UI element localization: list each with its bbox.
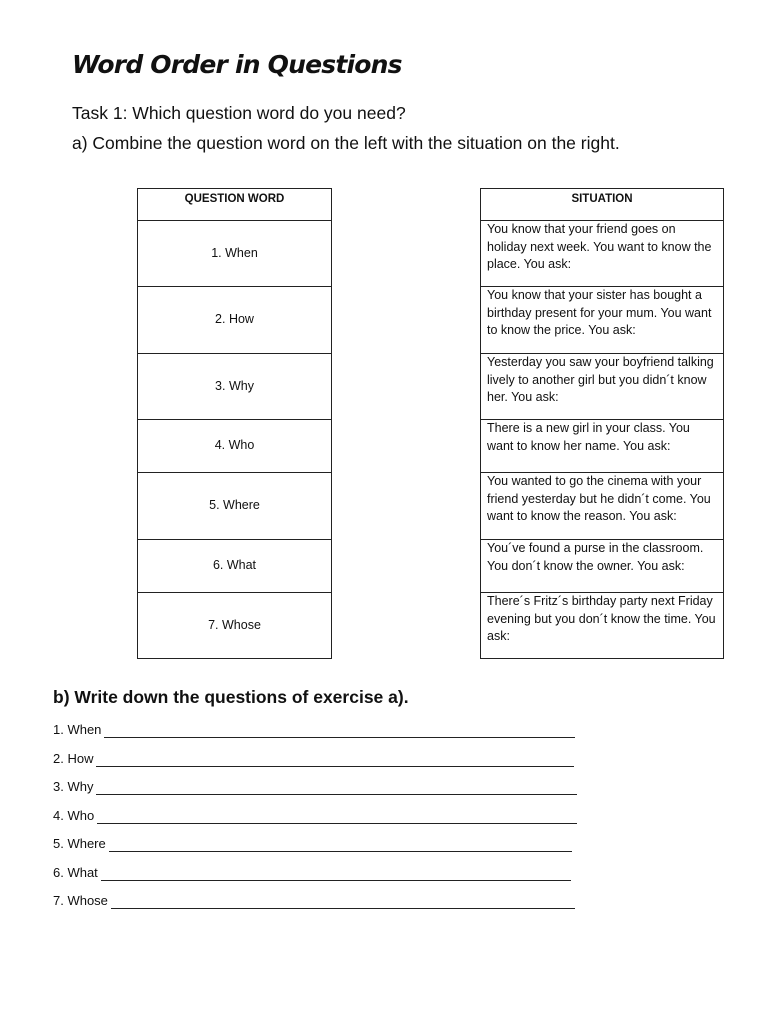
answer-blank[interactable] xyxy=(111,893,575,909)
part-b-heading: b) Write down the questions of exercise a). xyxy=(53,687,409,707)
question-word-cell: 1. When xyxy=(138,221,332,287)
answer-line-label: 6. What xyxy=(53,864,98,880)
task-1-heading: Task 1: Which question word do you need? xyxy=(72,103,406,123)
answer-line xyxy=(53,808,577,837)
answer-blank[interactable] xyxy=(96,751,574,767)
situation-cell: There is a new girl in your class. You want to know her name. You ask: xyxy=(481,420,724,473)
situation-table xyxy=(480,188,724,659)
answer-line-label: 5. Where xyxy=(53,836,106,851)
answer-line xyxy=(53,751,577,780)
answer-blank[interactable] xyxy=(109,836,572,852)
answer-line-label: 3. Why xyxy=(53,779,94,794)
situation-cell: You know that your sister has bought a birthday present for your mum. You want to know the price. You ask: xyxy=(481,287,724,354)
worksheet-title: Word Order in Questions xyxy=(72,50,402,79)
answer-line xyxy=(53,893,577,922)
answer-line-label: 7. Whose xyxy=(53,893,108,908)
question-word-table xyxy=(137,188,332,659)
answer-line xyxy=(53,865,577,894)
answer-line xyxy=(53,836,577,865)
situation-header: SITUATION xyxy=(481,189,724,221)
answer-line xyxy=(53,779,577,808)
situation-cell: You know that your friend goes on holiday next week. You want to know the place. You ask: xyxy=(481,221,724,287)
answer-line-label: 2. How xyxy=(53,750,94,766)
situation-cell: You wanted to go the cinema with your friend yesterday but he didn´t come. You want to know the reason. You ask: xyxy=(481,473,724,540)
question-word-cell: 5. Where xyxy=(138,473,332,540)
question-word-cell: 2. How xyxy=(138,287,332,354)
answer-blank[interactable] xyxy=(101,865,571,881)
question-word-cell: 4. Who xyxy=(138,420,332,473)
situation-cell: There´s Fritz´s birthday party next Friday evening but you don´t know the time. You ask: xyxy=(481,593,724,659)
situation-cell: You´ve found a purse in the classroom. You don´t know the owner. You ask: xyxy=(481,540,724,593)
question-word-cell: 6. What xyxy=(138,540,332,593)
answer-blank[interactable] xyxy=(96,779,577,795)
answer-line-label: 4. Who xyxy=(53,807,95,823)
answer-blank[interactable] xyxy=(104,722,575,738)
answer-line xyxy=(53,722,577,751)
task-1a-instruction: a) Combine the question word on the left with the situation on the right. xyxy=(72,133,620,153)
question-word-cell: 3. Why xyxy=(138,354,332,420)
answer-lines xyxy=(53,722,577,922)
question-word-header: QUESTION WORD xyxy=(138,189,332,221)
answer-line-label: 1. When xyxy=(53,722,102,737)
question-word-cell: 7. Whose xyxy=(138,593,332,659)
situation-cell: Yesterday you saw your boyfriend talking lively to another girl but you didn´t know her. You ask: xyxy=(481,354,724,420)
answer-blank[interactable] xyxy=(97,808,577,824)
